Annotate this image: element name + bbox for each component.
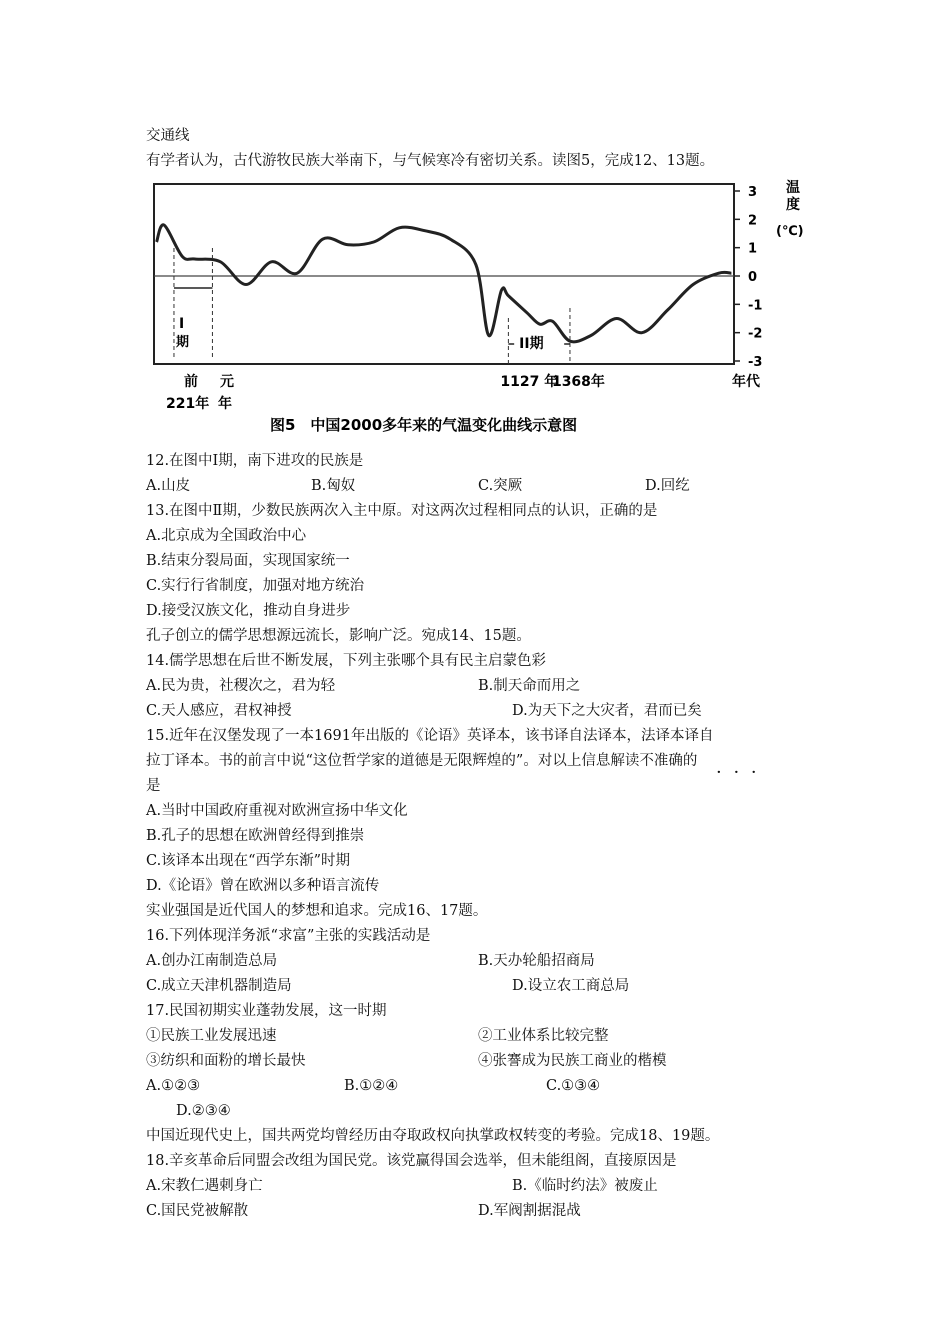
q14-option-d: D.为天下之大灾者，君而已矣 xyxy=(512,703,702,719)
q18-stem: 18.辛亥革命后同盟会改组为国民党。该党赢得国会选举，但未能组阁，直接原因是 xyxy=(146,1153,677,1169)
q13-option-d: D.接受汉族文化，推动自身进步 xyxy=(146,603,351,619)
q15-stem-line3: 是 xyxy=(146,778,161,794)
q17-stem: 17.民国初期实业蓬勃发展，这一时期 xyxy=(146,1003,387,1019)
y-tick-label: 0 xyxy=(748,270,758,285)
q18-option-d: D.军阀割据混战 xyxy=(478,1203,581,1219)
q13-stem: 13.在图中Ⅱ期，少数民族两次入主中原。对这两次过程相同点的认识，正确的是 xyxy=(146,503,658,519)
q17-item-3: ③纺织和面粉的增长最快 xyxy=(146,1053,306,1069)
y-label-2: 度 xyxy=(786,197,800,213)
q13-option-a: A.北京成为全国政治中心 xyxy=(146,528,307,544)
q16-option-b: B.天办轮船招商局 xyxy=(478,953,595,969)
q13-option-b: B.结束分裂局面，实现国家统一 xyxy=(146,553,350,569)
intro-14-15: 孔子创立的儒学思想源远流长，影响广泛。宛成14、15题。 xyxy=(146,628,531,644)
chart-title: 图5 中国2000多年来的气温变化曲线示意图 xyxy=(270,416,578,434)
x-label-221-top: 前 xyxy=(184,374,198,390)
q15-option-d: D.《论语》曾在欧洲以多种语言流传 xyxy=(146,878,380,894)
period-2-label: II期 xyxy=(519,336,544,352)
period-1-label: I xyxy=(178,316,185,332)
q18-option-b: B.《临时约法》被废止 xyxy=(512,1178,658,1194)
q15-stem-line1: 15.近年在汉堡发现了一本1691年出版的《论语》英译本，该书译自法译本，法译本译自 xyxy=(146,728,714,744)
q12-option-c: C.突厥 xyxy=(478,478,523,494)
q15-stem-line2: 拉丁译本。书的前言中说“这位哲学家的道德是无限辉煌的”。对以上信息解读不准确的 xyxy=(146,753,698,769)
y-tick-label: 1 xyxy=(748,241,758,257)
intro-18-19: 中国近现代史上，国共两党均曾经历由夺取政权向执掌政权转变的考验。完成18、19题。 xyxy=(146,1128,720,1144)
q16-option-a: A.创办江南制造总局 xyxy=(146,953,278,969)
intro-12-13: 有学者认为，古代游牧民族大举南下，与气候寒冷有密切关系。读图5，完成12、13题。 xyxy=(146,153,715,169)
q12-stem: 12.在图中Ⅰ期，南下进攻的民族是 xyxy=(146,453,364,469)
intro-16-17: 实业强国是近代国人的梦想和追求。完成16、17题。 xyxy=(146,903,488,919)
x-label-0-top: 元 xyxy=(220,374,234,390)
y-tick-label: -3 xyxy=(748,355,763,370)
temperature-chart xyxy=(146,178,816,440)
x-label-221-bottom: 221年 xyxy=(166,396,210,412)
y-tick-label: 2 xyxy=(748,213,758,229)
q16-option-d: D.设立农工商总局 xyxy=(512,978,630,994)
y-tick-label: -1 xyxy=(748,298,763,314)
q15-option-a: A.当时中国政府重视对欧洲宣扬中华文化 xyxy=(146,803,408,819)
q17-item-4: ④张謇成为民族工商业的楷模 xyxy=(478,1053,667,1069)
q14-option-b: B.制天命而用之 xyxy=(478,678,581,694)
x-label-0-bottom: 年 xyxy=(218,396,232,412)
x-label-1127: 1127 年 xyxy=(500,374,559,390)
q14-stem: 14.儒学思想在后世不断发展，下列主张哪个具有民主启蒙色彩 xyxy=(146,653,547,669)
q17-option-d: D.②③④ xyxy=(176,1103,231,1119)
y-tick-label: -2 xyxy=(748,326,763,342)
temperature-curve xyxy=(157,225,732,342)
header-fragment: 交通线 xyxy=(146,128,190,144)
q15-option-c: C.该译本出现在“西学东渐”时期 xyxy=(146,853,351,869)
q12-option-b: B.匈奴 xyxy=(311,478,356,494)
q13-option-c: C.实行行省制度，加强对地方统治 xyxy=(146,578,365,594)
chart-frame xyxy=(154,184,734,364)
q17-option-b: B.①②④ xyxy=(344,1078,399,1094)
q16-option-c: C.成立天津机器制造局 xyxy=(146,978,292,994)
q18-option-a: A.宋教仁遇刺身亡 xyxy=(146,1178,263,1194)
period-1-sub: 期 xyxy=(175,335,189,350)
q16-stem: 16.下列体现洋务派“求富”主张的实践活动是 xyxy=(146,928,431,944)
y-tick-label: 3 xyxy=(748,185,758,200)
q17-option-a: A.①②③ xyxy=(146,1078,201,1094)
y-label-unit: (℃) xyxy=(776,224,804,239)
x-axis-label: 年代 xyxy=(732,374,760,390)
x-label-1368: 1368年 xyxy=(551,374,605,390)
q12-option-a: A.山皮 xyxy=(146,478,191,494)
q18-option-c: C.国民党被解散 xyxy=(146,1203,249,1219)
q14-option-c: C.天人感应，君权神授 xyxy=(146,703,292,719)
q17-item-2: ②工业体系比较完整 xyxy=(478,1028,609,1044)
q17-option-c: C.①③④ xyxy=(546,1078,601,1094)
q12-option-d: D.回纥 xyxy=(645,478,690,494)
y-label-1: 温 xyxy=(786,180,800,196)
emphasis-dots: · · · xyxy=(716,762,760,783)
q17-item-1: ①民族工业发展迅速 xyxy=(146,1028,277,1044)
q14-option-a: A.民为贵，社稷次之，君为轻 xyxy=(146,678,336,694)
q15-option-b: B.孔子的思想在欧洲曾经得到推崇 xyxy=(146,828,365,844)
